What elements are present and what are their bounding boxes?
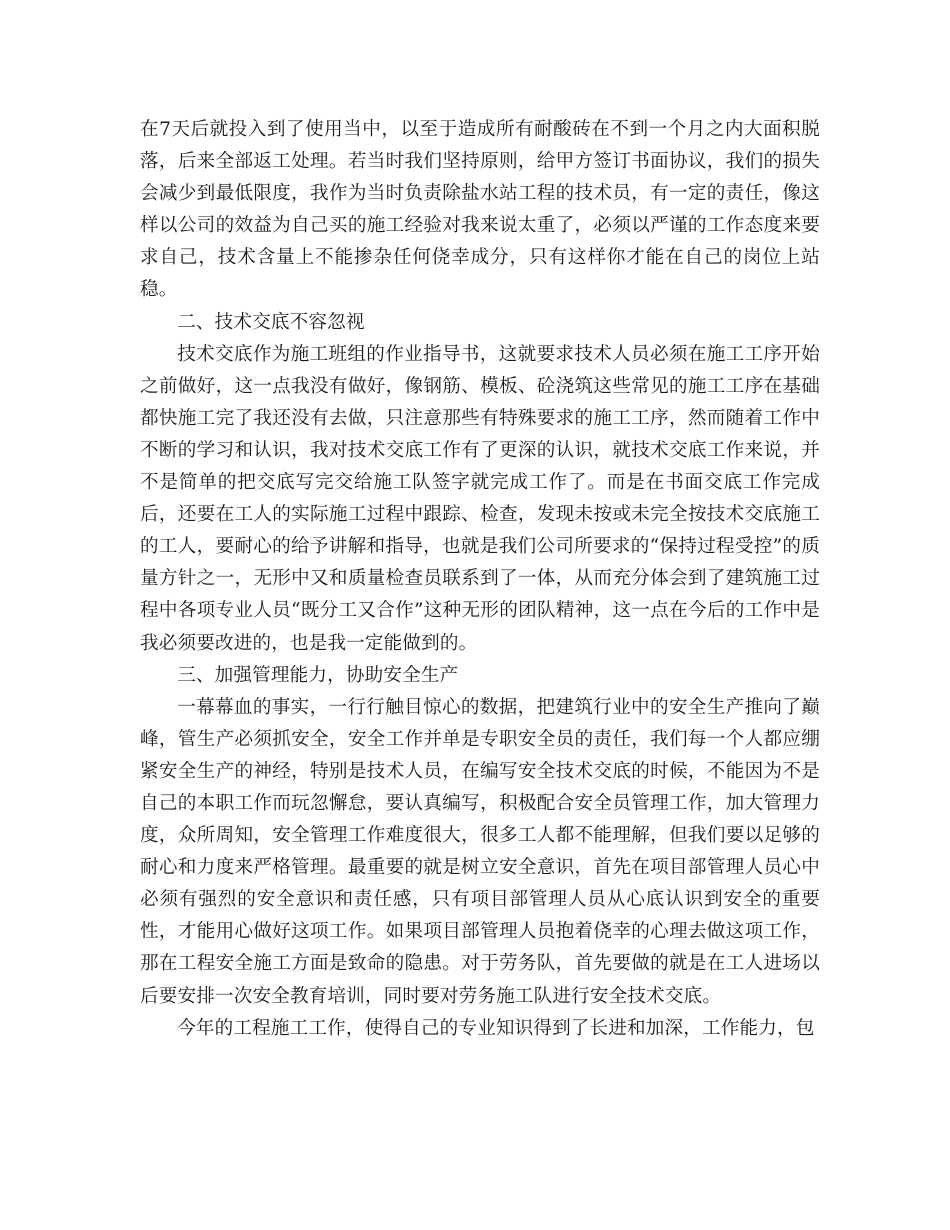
paragraph-safety-management: 一幕幕血的事实，一行行触目惊心的数据，把建筑行业中的安全生产推向了巅峰，管生产必须抓安全，安全工作并单是专职安全员的责任，我们每一个人都应绷紧安全生产的神经，特别是技术人员，在编写安全技术交底的时候，不能因为不是自己的本职工作而玩忽懈怠，要认真编写，积极配合安全员管理工作，加大管理力度，众所周知，安全管理工作难度很大，很多工人都不能理解，但我们要以足够的耐心和力度来严格管理。最重要的就是树立安全意识，首先在项目部管理人员心中必须有强烈的安全意识和责任感，只有项目部管理人员从心底认识到安全的重要性，才能用心做好这项工作。如果项目部管理人员抱着侥幸的心理去做这项工作，那在工程安全施工方面是致命的隐患。对于劳务队，首先要做的就是在工人进场以后要安排一次安全教育培训，同时要对劳务施工队进行安全技术交底。 xyxy=(140,696,820,1007)
document-body xyxy=(140,114,820,1045)
section-heading-technical-briefing: 二、技术交底不容忽视 xyxy=(177,311,365,333)
paragraph-returned-work: 在7天后就投入到了使用当中，以至于造成所有耐酸砖在不到一个月之内大面积脱落，后来全部返工处理。若当时我们坚持原则，给甲方签订书面协议，我们的损失会减少到最低限度，我作为当时负责除盐水站工程的技术员，有一定的责任，像这样以公司的效益为自己买的施工经验对我来说太重了，必须以严谨的工作态度来要求自己，技术含量上不能掺杂任何侥幸成分，只有这样你才能在自己的岗位上站稳。 xyxy=(140,119,820,301)
section-heading-safety-management: 三、加强管理能力，协助安全生产 xyxy=(177,664,459,686)
paragraph-technical-briefing: 技术交底作为施工班组的作业指导书，这就要求技术人员必须在施工工序开始之前做好，这一点我没有做好，像钢筋、模板、砼浇筑这些常见的施工工序在基础都快施工完了我还没有去做，只注意那些有特殊要求的施工工序，然而随着工作中不断的学习和认识，我对技术交底工作有了更深的认识，就技术交底工作来说，并不是简单的把交底写完交给施工队签字就完成工作了。而是在书面交底工作完成后，还要在工人的实际施工过程中跟踪、检查，发现未按或未完全按技术交底施工的工人，要耐心的给予讲解和指导，也就是我们公司所要求的“保持过程受控”的质量方针之一，无形中又和质量检查员联系到了一体，从而充分体会到了建筑施工过程中各项专业人员“既分工又合作”这种无形的团队精神，这一点在今后的工作中是我必须要改进的，也是我一定能做到的。 xyxy=(140,343,820,654)
paragraph-annual-summary: 今年的工程施工工作，使得自己的专业知识得到了长进和加深，工作能力，包 xyxy=(177,1017,815,1039)
